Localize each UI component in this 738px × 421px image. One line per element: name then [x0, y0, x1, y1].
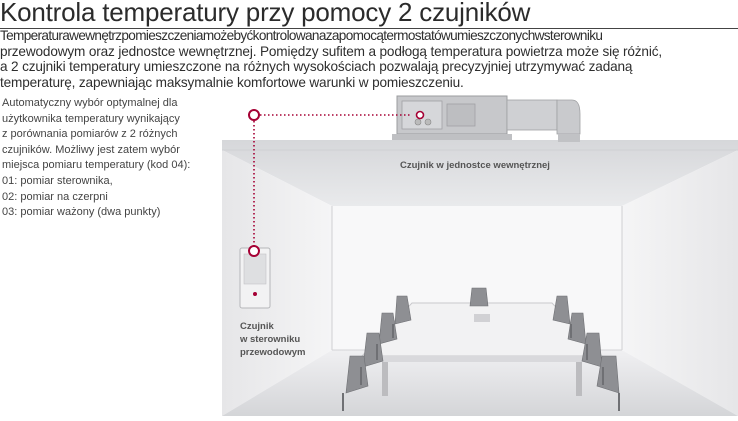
intro-line: przewodowym oraz jednostce wewnętrznej. Pomiędzy sufitem a podłogą temperatura powietrza może się różnić, [0, 43, 662, 59]
side-line: 03: pomiar ważony (dwa punkty) [2, 206, 161, 219]
indoor-unit-sensor-label: Czujnik w jednostce wewnętrznej [400, 160, 550, 171]
page-title: Kontrola temperatury przy pomocy 2 czujników [0, 0, 531, 27]
room-svg [222, 88, 738, 416]
controller-label-line: w sterowniku [240, 334, 301, 345]
side-line: miejsca pomiaru temperatury (kod 04): [2, 159, 191, 172]
controller-label-line: przewodowym [240, 347, 306, 358]
side-line: czujników. Możliwy jest zatem wybór [2, 143, 180, 156]
side-line: 02: pomiar na czerpni [2, 190, 108, 203]
wired-controller [240, 248, 270, 308]
intro-line: a 2 czujniki temperatury umieszczone na różnych wysokościach pozwalają precyzyjniej utrzymywać zadaną [0, 59, 633, 75]
side-description [2, 96, 224, 221]
side-line: 01: pomiar sterownika, [2, 174, 113, 187]
controller-sensor-label [240, 320, 305, 359]
side-line: Automatyczny wybór optymalnej dla [2, 97, 178, 109]
side-line: z porównania pomiarów z 2 różnych [2, 128, 178, 141]
room-illustration [222, 88, 738, 416]
indoor-sensor-marker [249, 110, 259, 120]
intro-line: temperaturę, zapewniając maksymalnie komfortowe warunki w pomieszczeniu. [0, 74, 464, 90]
controller-sensor-marker [249, 246, 259, 256]
intro-line: Temperaturawewnętrzpomieszczeniamożebyćkontrolowanazapomocątermostatówumieszczonychwsterowniku [0, 28, 603, 43]
controller-label-line: Czujnik [240, 321, 274, 332]
intro-paragraph [0, 28, 738, 90]
side-line: użytkownika temperatury wynikający [2, 112, 180, 125]
